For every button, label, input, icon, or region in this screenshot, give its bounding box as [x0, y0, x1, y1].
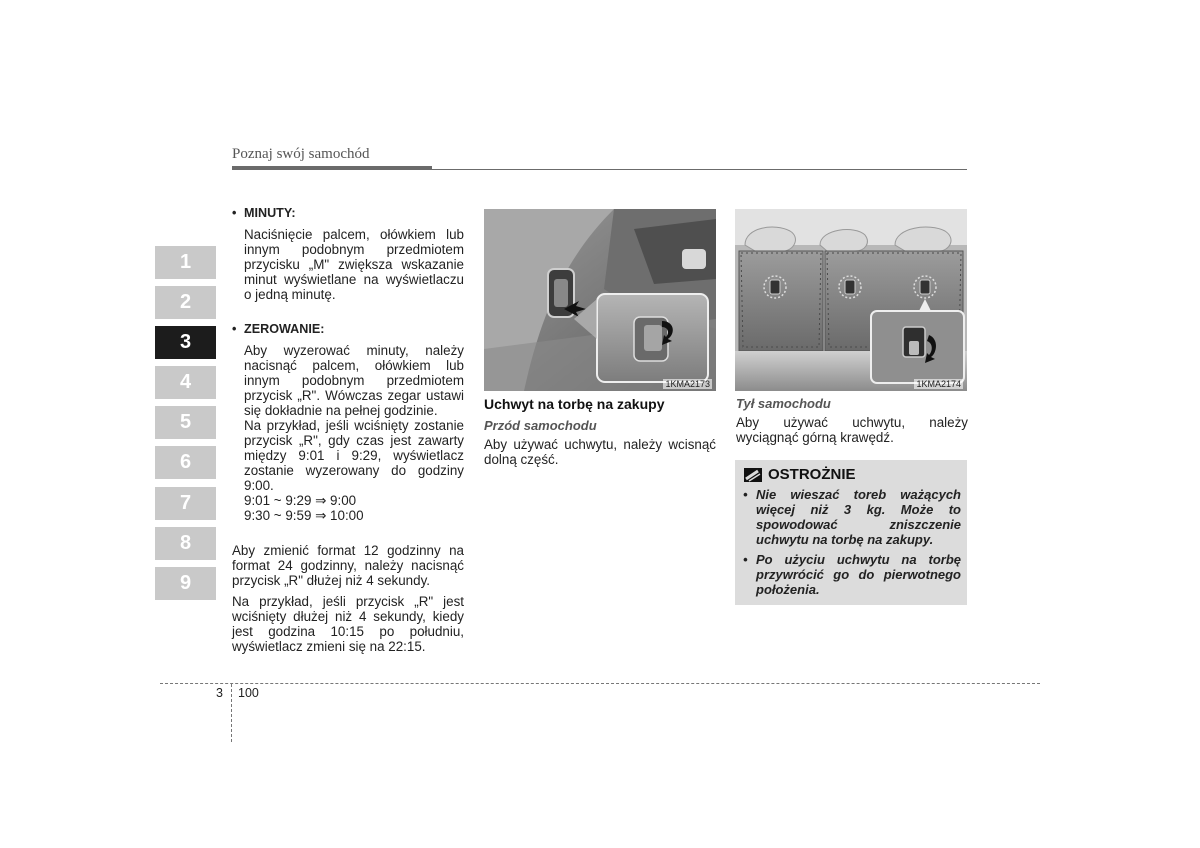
format-text: Aby zmienić format 12 godzinny na format 24 godzinny, należy nacisnąć przycisk „R" dłużej niż 4 sekundy.	[232, 543, 464, 588]
chapter-tab-5[interactable]: 5	[155, 406, 216, 439]
image-code-1: 1KMA2173	[665, 379, 710, 389]
caution-item: • Po użyciu uchwytu na torbę przywrócić go do pierwotnego położenia.	[743, 552, 961, 597]
rear-bag-hook-illustration	[735, 209, 967, 391]
rear-bag-hook-photo	[735, 209, 967, 391]
caution-heading	[744, 466, 856, 483]
caution-icon	[744, 467, 762, 483]
minuty-heading: • MINUTY:	[232, 206, 296, 220]
example-line-2: 9:30 ~ 9:59 ⇒ 10:00	[244, 508, 364, 523]
chapter-tab-6[interactable]: 6	[155, 446, 216, 479]
running-header-title: Poznaj swój samochód	[232, 146, 370, 162]
clock-settings-column	[232, 206, 464, 654]
format-example: Na przykład, jeśli przycisk „R" jest wciśnięty dłużej niż 4 sekundy, kiedy jest godzina 10:15 po południu, wyświetlacz zmieni się na 22:15.	[232, 594, 464, 654]
footer-chapter-number: 3	[216, 686, 223, 700]
footer-divider	[231, 684, 232, 742]
chapter-tab-2[interactable]: 2	[155, 286, 216, 319]
front-bag-hook-illustration	[484, 209, 716, 391]
caution-list	[743, 487, 961, 602]
section-heading: Uchwyt na torbę na zakupy	[484, 396, 665, 412]
front-bag-hook-photo	[484, 209, 716, 391]
chapter-tab-1[interactable]: 1	[155, 246, 216, 279]
front-subheading: Przód samochodu	[484, 418, 597, 433]
chapter-tab-4[interactable]: 4	[155, 366, 216, 399]
chapter-tab-8[interactable]: 8	[155, 527, 216, 560]
minuty-text: Naciśnięcie palcem, ołówkiem lub innym podobnym przedmiotem przycisku „M" zwiększa wskazanie minut wyświetlane na wyświetlaczu o jedną minutę.	[244, 227, 464, 302]
example-line-1: 9:01 ~ 9:29 ⇒ 9:00	[244, 493, 357, 508]
footer-page-number: 100	[238, 686, 259, 700]
caution-item-1: Nie wieszać toreb ważących więcej niż 3 kg. Może to spowodować zniszczenie uchwytu na torbę na zakupy.	[756, 487, 961, 547]
zerowanie-example: Na przykład, jeśli wciśnięty zostanie przycisk „R", gdy czas jest zawarty między 9:01 i 9:29, wyświetlacz zostanie wyzerowany do godziny 9:00.	[244, 418, 464, 493]
caution-item: • Nie wieszać toreb ważących więcej niż 3 kg. Może to spowodować zniszczenie uchwytu na torbę na zakupy.	[743, 487, 961, 547]
caution-title: OSTROŻNIE	[768, 466, 856, 483]
front-instruction: Aby używać uchwytu, należy wcisnąć dolną część.	[484, 437, 716, 467]
rear-instruction: Aby używać uchwytu, należy wyciągnąć górną krawędź.	[736, 415, 968, 445]
caution-box	[735, 460, 967, 605]
image-code-2: 1KMA2174	[916, 379, 961, 389]
zerowanie-text: Aby wyzerować minuty, należy nacisnąć palcem, ołówkiem lub innym podobnym przedmiotem przycisk „R". Wówczas zegar ustawi się dokładnie na pełnej godzinie.	[244, 343, 464, 418]
chapter-tab-7[interactable]: 7	[155, 487, 216, 520]
zerowanie-heading: • ZEROWANIE:	[232, 322, 325, 336]
footer-rule	[160, 683, 1040, 684]
caution-item-2: Po użyciu uchwytu na torbę przywrócić go do pierwotnego położenia.	[756, 552, 961, 597]
chapter-tab-3[interactable]: 3	[155, 326, 216, 359]
header-rule-thick	[232, 166, 432, 170]
header-rule	[432, 169, 967, 170]
rear-subheading: Tył samochodu	[736, 396, 831, 411]
chapter-tab-9[interactable]: 9	[155, 567, 216, 600]
